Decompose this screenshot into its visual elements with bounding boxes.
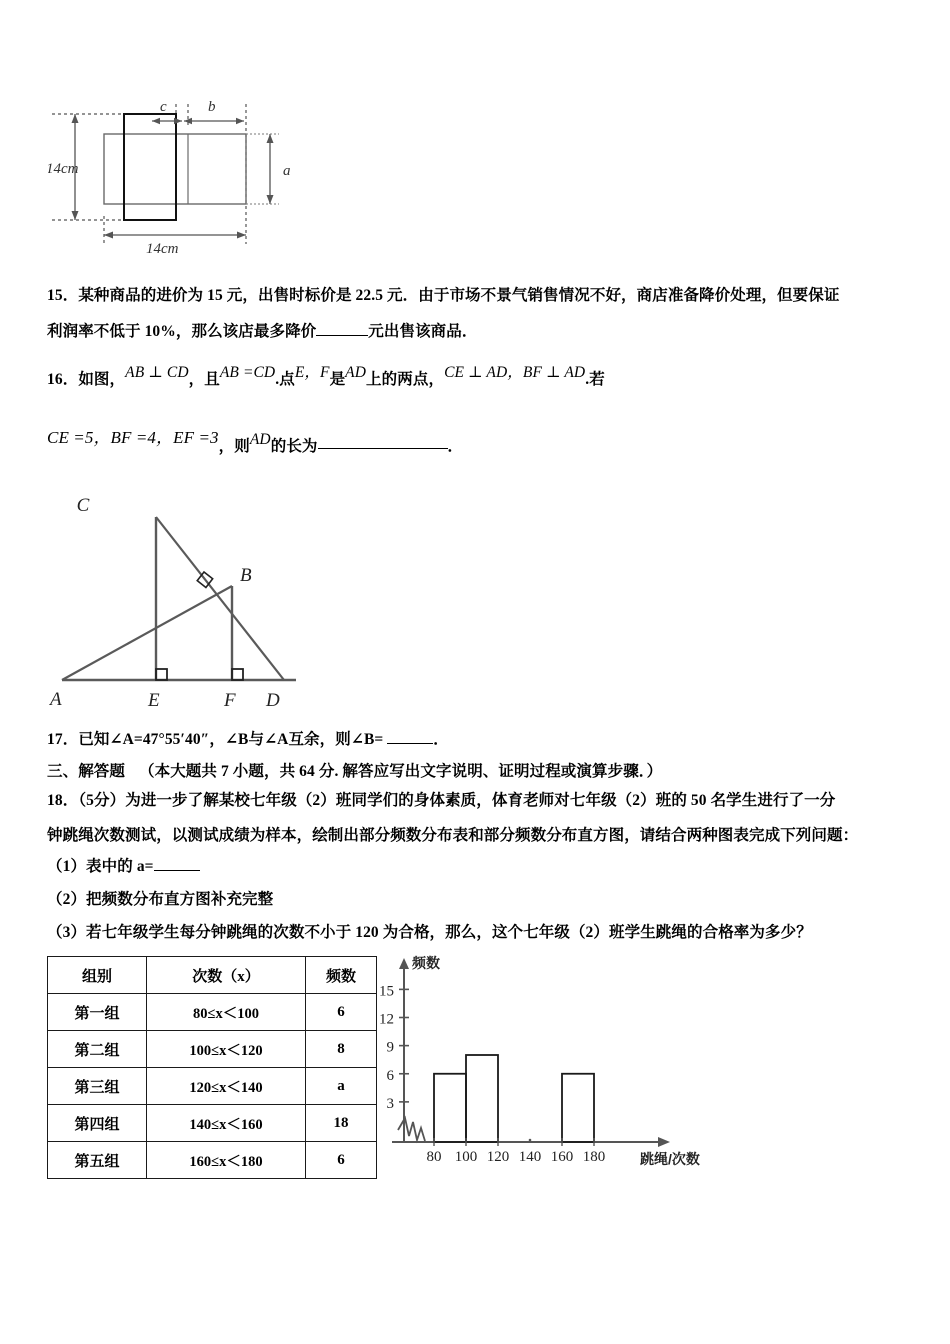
x-tick-label: 160 <box>550 1149 574 1165</box>
q18-score: （5分） <box>78 792 126 809</box>
q16-l2-m2: AD <box>249 431 271 448</box>
question-15-line2 <box>47 320 477 343</box>
q15-line2-post: 元出售该商品． <box>368 323 478 340</box>
triangle-label-D: D <box>266 690 280 711</box>
q16-p6: .若 <box>585 371 605 388</box>
x-axis-label: 跳绳/次数 <box>640 1151 700 1167</box>
table-cell-range: 160≤x＜180 <box>147 1142 306 1179</box>
triangle-figure <box>44 480 314 712</box>
q18-sub1-pre: （1）表中的 a= <box>47 858 154 875</box>
label-seg-c: c <box>160 99 167 115</box>
q16-p4: 是 <box>329 371 346 388</box>
table-row <box>48 994 377 1031</box>
q18-sub3-text: （3）若七年级学生每分钟跳绳的次数不小于 120 为合格，那么，这个七年级（2）班学生跳绳的合格率为多少？ <box>47 924 812 941</box>
triangle-svg <box>44 480 314 712</box>
question-17 <box>47 728 449 751</box>
table-cell-group: 第二组 <box>48 1031 147 1068</box>
q17-number: 17． <box>47 731 79 748</box>
q15-line2-pre: 利润率不低于 10%，那么该店最多降价 <box>47 323 317 340</box>
question-18-sub3 <box>47 921 812 944</box>
section-3-title: 三、解答题 <box>47 763 126 780</box>
table-cell-group: 第三组 <box>48 1068 147 1105</box>
q15-number: 15． <box>47 287 79 304</box>
y-tick-label: 12 <box>379 1011 394 1028</box>
table-cell-range: 100≤x＜120 <box>147 1031 306 1068</box>
histogram-bar <box>466 1055 498 1142</box>
histogram-bars <box>434 1055 594 1142</box>
q15-answer-blank[interactable] <box>316 335 368 336</box>
folded-rectangle-svg <box>48 92 348 257</box>
q16-m4: AD <box>345 364 367 381</box>
label-seg-a: a <box>283 163 291 179</box>
question-16-line1 <box>47 364 605 391</box>
label-height-14cm: 14cm <box>48 161 79 177</box>
y-axis-tick-labels <box>379 983 395 1112</box>
frequency-histogram-svg <box>372 950 722 1185</box>
q16-number: 16． <box>47 371 79 388</box>
question-16-line2 <box>47 425 464 455</box>
q16-p3: .点 <box>275 371 295 388</box>
triangle-label-C: C <box>76 495 90 516</box>
y-tick-label: 15 <box>379 983 394 1000</box>
table-header-frequency: 频数 <box>306 957 377 994</box>
section-3-heading <box>47 760 662 783</box>
histogram-bar <box>434 1074 466 1142</box>
x-tick <box>529 1139 532 1142</box>
table-cell-range: 120≤x＜140 <box>147 1068 306 1105</box>
folded-rectangle-figure <box>48 92 348 257</box>
table-row <box>48 1068 377 1105</box>
q16-l2-p1: ，则 <box>218 438 250 455</box>
table-row <box>48 1031 377 1068</box>
x-tick-label: 140 <box>518 1149 542 1165</box>
histogram-bar <box>562 1074 594 1142</box>
question-18-line1 <box>47 789 835 812</box>
table-cell-range: 80≤x＜100 <box>147 994 306 1031</box>
q16-l2-p2: 的长为 <box>270 438 318 455</box>
frequency-distribution-table <box>47 956 377 1179</box>
table-cell-group: 第一组 <box>48 994 147 1031</box>
q16-p5: 上的两点， <box>366 371 445 388</box>
label-seg-b: b <box>208 99 216 115</box>
frequency-histogram <box>372 950 722 1185</box>
q15-line1-text: 某种商品的进价为 15 元，出售时标价是 22.5 元．由于市场不景气销售情况不好，商店准备降价处理，但要保证 <box>78 287 840 304</box>
table-cell-freq: 18 <box>306 1105 377 1142</box>
q18-number: 18． <box>47 792 79 809</box>
y-axis-label: 频数 <box>412 955 440 971</box>
q16-l2-m1: CE =5，BF =4，EF =3 <box>47 428 219 447</box>
y-tick-label: 9 <box>386 1039 394 1056</box>
question-15-line1 <box>47 284 839 307</box>
table-row <box>48 1142 377 1179</box>
q16-m1: AB ⊥ CD <box>125 364 189 381</box>
table-cell-freq: 8 <box>306 1031 377 1068</box>
table-header-count: 次数（x） <box>147 957 306 994</box>
table-cell-group: 第四组 <box>48 1105 147 1142</box>
q18-line2-text: 钟跳绳次数测试，以测试成绩为样本，绘制出部分频数分布表和部分频数分布直方图，请结合两种图表完成下列问题： <box>47 827 859 844</box>
table-header-group: 组别 <box>48 957 147 994</box>
table-row <box>48 1105 377 1142</box>
question-18-sub2 <box>47 888 273 911</box>
x-tick-label: 80 <box>426 1149 442 1165</box>
table-header-row <box>48 957 377 994</box>
y-tick-label: 6 <box>386 1067 394 1084</box>
q16-m3: E，F <box>294 364 330 381</box>
table-cell-freq: a <box>306 1068 377 1105</box>
question-18-line2 <box>47 824 858 847</box>
q16-l2-p3: ． <box>447 438 464 455</box>
triangle-label-B: B <box>240 565 252 586</box>
table-cell-freq: 6 <box>306 994 377 1031</box>
triangle-label-A: A <box>50 689 62 710</box>
x-tick-label: 100 <box>454 1149 478 1165</box>
table-cell-range: 140≤x＜160 <box>147 1105 306 1142</box>
table-cell-freq: 6 <box>306 1142 377 1179</box>
x-axis-tick-labels <box>427 1149 606 1165</box>
q16-m5: CE ⊥ AD，BF ⊥ AD <box>444 364 586 381</box>
question-18-sub1 <box>47 855 200 878</box>
table-cell-group: 第五组 <box>48 1142 147 1179</box>
q18-sub1-answer-blank[interactable] <box>154 870 200 871</box>
q16-p2: ，且 <box>188 371 220 388</box>
q17-text-post: ． <box>433 731 449 748</box>
triangle-label-E: E <box>148 690 160 711</box>
q17-answer-blank[interactable] <box>387 743 433 744</box>
x-tick-label: 120 <box>486 1149 510 1165</box>
q16-p1: 如图， <box>78 371 126 388</box>
q16-m2: AB =CD <box>219 364 276 381</box>
q18-sub2-text: （2）把频数分布直方图补充完整 <box>47 891 274 908</box>
q17-text-pre: 已知∠A=47°55′40″，∠B与∠A互余，则∠B= <box>78 731 384 748</box>
triangle-label-F: F <box>224 690 236 711</box>
label-width-14cm: 14cm <box>146 241 179 257</box>
y-tick-label: 3 <box>386 1095 394 1112</box>
q18-line1-text: 为进一步了解某校七年级（2）班同学们的身体素质，体育老师对七年级（2）班的 50 名学生进行了一分 <box>125 792 836 809</box>
section-3-desc: （本大题共 7 小题，共 64 分. 解答应写出文字说明、证明过程或演算步骤．） <box>139 763 663 780</box>
q16-answer-blank[interactable] <box>318 448 448 449</box>
x-tick-label: 180 <box>582 1149 606 1165</box>
